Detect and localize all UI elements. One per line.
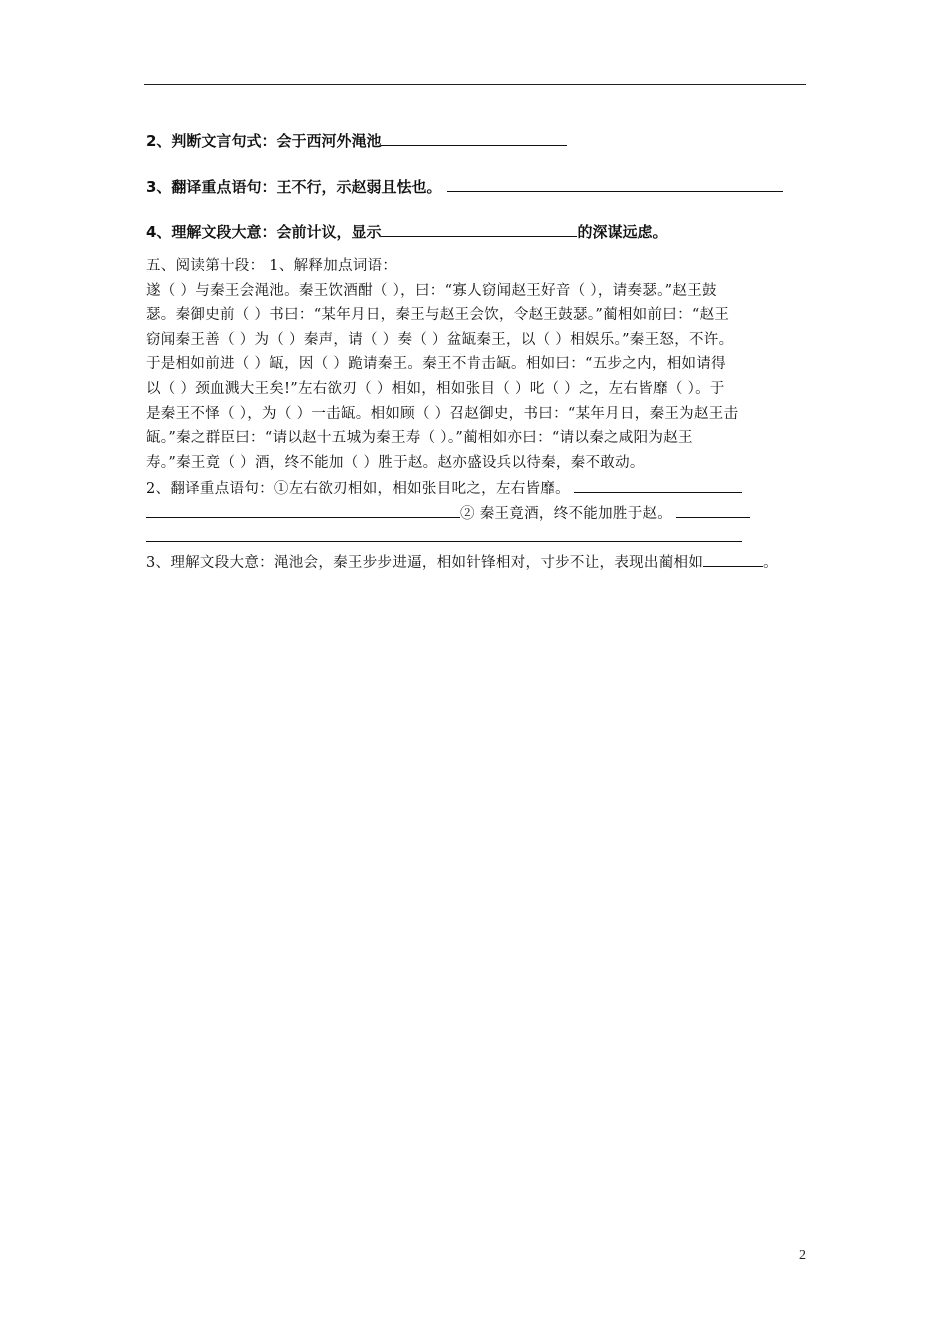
section-five-question-2-part2 bbox=[146, 502, 750, 523]
answer-blank[interactable] bbox=[381, 222, 577, 237]
passage-line: 于是相如前进（ ）缻，因（ ）跪请秦王。秦王不肯击缻。相如曰：“五步之内，相如请得 bbox=[146, 356, 726, 372]
answer-blank[interactable] bbox=[703, 552, 763, 567]
answer-blank[interactable] bbox=[676, 503, 750, 518]
answer-blank[interactable] bbox=[447, 177, 783, 192]
question-3-suffix: 。 bbox=[763, 555, 778, 571]
passage-line: 遂（ ）与秦王会渑池。秦王饮酒酣（ ），曰：“寡人窃闻赵王好音（ ），请奏瑟。”赵王鼓 bbox=[146, 283, 717, 299]
question-2-text: 2、翻译重点语句：①左右欲刃相如，相如张目叱之，左右皆靡。 bbox=[146, 481, 570, 497]
section-five-question-3 bbox=[146, 551, 778, 572]
answer-blank[interactable] bbox=[146, 503, 460, 518]
question-3-text: 3、理解文段大意：渑池会，秦王步步进逼，相如针锋相对，寸步不让，表现出蔺相如 bbox=[146, 555, 704, 571]
passage-line: 以（ ）颈血溅大王矣!”左右欲刃（ ）相如，相如张目（ ）叱（ ）之，左右皆靡（ ）。于 bbox=[146, 381, 725, 397]
answer-blank[interactable] bbox=[146, 527, 742, 542]
question-3 bbox=[146, 176, 783, 197]
question-4-text: 4、理解文段大意：会前计议，显示 bbox=[146, 223, 382, 241]
passage-line: 窃闻秦王善（ ）为（ ）秦声，请（ ）奏（ ）盆缻秦王，以（ ）相娱乐。”秦王怒，不许。 bbox=[146, 332, 734, 348]
question-2 bbox=[146, 130, 567, 151]
answer-blank[interactable] bbox=[381, 131, 567, 146]
passage-line: 寿。”秦王竟（ ）酒，终不能加（ ）胜于赵。赵亦盛设兵以待秦，秦不敢动。 bbox=[146, 455, 645, 471]
section-five-heading: 五、阅读第十段： 1、解释加点词语： bbox=[146, 258, 398, 274]
section-five-answer-line bbox=[146, 527, 742, 546]
page-number: 2 bbox=[799, 1248, 806, 1263]
header-rule bbox=[144, 84, 806, 85]
answer-blank[interactable] bbox=[574, 478, 742, 493]
question-4 bbox=[146, 221, 667, 242]
section-five-question-2 bbox=[146, 477, 742, 498]
question-4-suffix: 的深谋远虑。 bbox=[577, 223, 668, 241]
passage-line: 是秦王不怿（ ），为（ ）一击缻。相如顾（ ）召赵御史，书曰：“某年月日，秦王为赵王击 bbox=[146, 406, 739, 422]
question-3-text: 3、翻译重点语句：王不行，示赵弱且怯也。 bbox=[146, 178, 442, 196]
question-2-text: 2、判断文言句式：会于西河外渑池 bbox=[146, 132, 382, 150]
question-2-part2-text: ② 秦王竟酒，终不能加胜于赵。 bbox=[460, 506, 673, 522]
passage-line: 缻。”秦之群臣曰：“请以赵十五城为秦王寿（ ）。”蔺相如亦曰：“请以秦之咸阳为赵王 bbox=[146, 430, 693, 446]
passage-line: 瑟。秦御史前（ ）书曰：“某年月日，秦王与赵王会饮，令赵王鼓瑟。”蔺相如前曰：“赵王 bbox=[146, 307, 730, 323]
